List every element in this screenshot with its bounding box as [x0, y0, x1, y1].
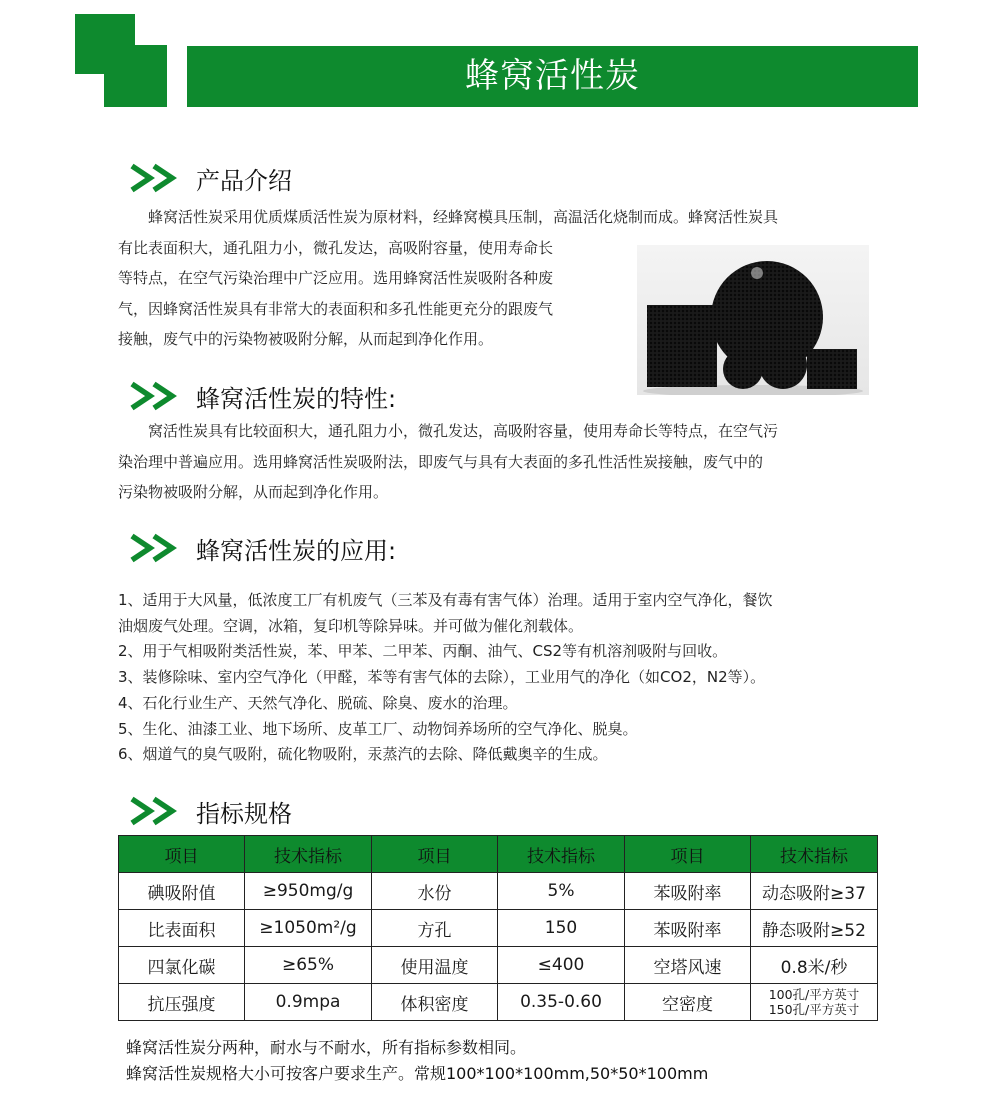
spec-cell: 抗压强度 [119, 984, 245, 1021]
table-row [119, 947, 878, 984]
spec-cell: 四氯化碳 [119, 947, 245, 984]
intro-line-5: 接触，废气中的污染物被吸附分解，从而起到净化作用。 [118, 330, 494, 348]
spec-cell: 空塔风速 [625, 947, 751, 984]
spec-cell: 5% [498, 873, 625, 910]
page-title: 蜂窝活性炭 [187, 46, 918, 107]
section-title-features: 蜂窝活性炭的特性: [196, 384, 397, 413]
footer-line: 蜂窝活性炭分两种，耐水与不耐水，所有指标参数相同。 [126, 1038, 527, 1057]
spec-header-cell: 技术指标 [498, 836, 625, 873]
spec-cell: ≥65% [245, 947, 372, 984]
honeycomb-carbon-illustration [637, 245, 869, 395]
spec-cell: 体积密度 [372, 984, 498, 1021]
double-chevron-icon [130, 533, 182, 563]
logo-square-bottom-left [104, 74, 135, 107]
application-item: 2、用于气相吸附类活性炭，苯、甲苯、二甲苯、丙酮、油气、CS2等有机溶剂吸附与回收。 [118, 642, 728, 661]
spec-cell: 动态吸附≥37 [751, 873, 878, 910]
double-chevron-icon [130, 796, 182, 826]
spec-cell: 碘吸附值 [119, 873, 245, 910]
table-row [119, 984, 878, 1021]
product-photo [637, 245, 869, 395]
intro-line-4: 气，因蜂窝活性炭具有非常大的表面积和多孔性能更充分的跟废气 [118, 299, 554, 318]
double-chevron-icon [130, 381, 182, 411]
spec-table-header-row [119, 836, 878, 873]
table-row [119, 873, 878, 910]
features-line-3: 污染物被吸附分解，从而起到净化作用。 [118, 483, 389, 501]
footer-notes [126, 1035, 708, 1087]
spec-cell: 静态吸附≥52 [751, 910, 878, 947]
spec-cell: 0.8米/秒 [751, 947, 878, 984]
spec-cell-line: 150孔/平方英寸 [768, 1002, 860, 1017]
spec-cell-line: 100孔/平方英寸 [768, 987, 860, 1002]
spec-header-cell: 技术指标 [751, 836, 878, 873]
section-title-applications: 蜂窝活性炭的应用: [196, 536, 397, 565]
spec-table [118, 835, 878, 1021]
intro-line-2: 有比表面积大，通孔阻力小，微孔发达，高吸附容量，使用寿命长 [118, 238, 554, 257]
section-header-specs [130, 791, 292, 831]
section-header-features [130, 376, 396, 416]
spec-cell: 苯吸附率 [625, 873, 751, 910]
double-chevron-icon [130, 163, 182, 193]
spec-cell: 苯吸附率 [625, 910, 751, 947]
logo-square-top-right [135, 45, 167, 74]
application-item: 1、适用于大风量，低浓度工厂有机废气（三苯及有毒有害气体）治理。适用于室内空气净化，餐饮 [118, 591, 773, 609]
spec-cell: 使用温度 [372, 947, 498, 984]
application-item: 3、装修除味、室内空气净化（甲醛，苯等有害气体的去除），工业用气的净化（如CO2，N2等）。 [118, 668, 766, 687]
spec-header-cell: 项目 [372, 836, 498, 873]
spec-cell: 方孔 [372, 910, 498, 947]
section-header-intro [130, 158, 292, 198]
application-item: 5、生化、油漆工业、地下场所、皮革工厂、动物饲养场所的空气净化、脱臭。 [118, 719, 638, 738]
spec-cell: 水份 [372, 873, 498, 910]
intro-line-3: 等特点，在空气污染治理中广泛应用。选用蜂窝活性炭吸附各种废 [118, 269, 554, 287]
spec-cell: ≥950mg/g [245, 873, 372, 910]
application-item: 6、烟道气的臭气吸附，硫化物吸附，汞蒸汽的去除、降低戴奥辛的生成。 [118, 745, 608, 764]
spec-header-cell: 技术指标 [245, 836, 372, 873]
spec-cell: ≥1050m²/g [245, 910, 372, 947]
features-line-1: 窝活性炭具有比较面积大，通孔阻力小，微孔发达，高吸附容量，使用寿命长等特点，在空气污 [148, 422, 779, 440]
table-row [119, 910, 878, 947]
spec-cell: ≤400 [498, 947, 625, 984]
logo-square-bottom-right [135, 74, 167, 107]
spec-header-cell: 项目 [119, 836, 245, 873]
section-header-applications [130, 528, 396, 568]
intro-line-1: 蜂窝活性炭采用优质煤质活性炭为原材料，经蜂窝模具压制，高温活化烧制而成。蜂窝活性炭具 [148, 208, 779, 226]
spec-header-cell: 项目 [625, 836, 751, 873]
application-item: 4、石化行业生产、天然气净化、脱硫、除臭、废水的治理。 [118, 693, 518, 712]
features-line-2: 染治理中普遍应用。选用蜂窝活性炭吸附法，即废气与具有大表面的多孔性活性炭接触，废气中的 [118, 452, 764, 471]
application-item: 油烟废气处理。空调，冰箱，复印机等除异味。并可做为催化剂载体。 [118, 616, 584, 635]
spec-cell: 比表面积 [119, 910, 245, 947]
section-title-specs: 指标规格 [196, 799, 292, 828]
spec-cell: 空密度 [625, 984, 751, 1021]
logo-square-top-left [75, 14, 135, 74]
spec-cell: 150 [498, 910, 625, 947]
applications-list [118, 588, 773, 768]
footer-line: 蜂窝活性炭规格大小可按客户要求生产。常规100*100*100mm,50*50*100mm [126, 1064, 709, 1083]
spec-cell: 0.35-0.60 [498, 984, 625, 1021]
spec-cell-two-line [751, 984, 878, 1021]
section-title-intro: 产品介绍 [196, 166, 292, 195]
spec-cell: 0.9mpa [245, 984, 372, 1021]
features-paragraph [118, 416, 778, 508]
